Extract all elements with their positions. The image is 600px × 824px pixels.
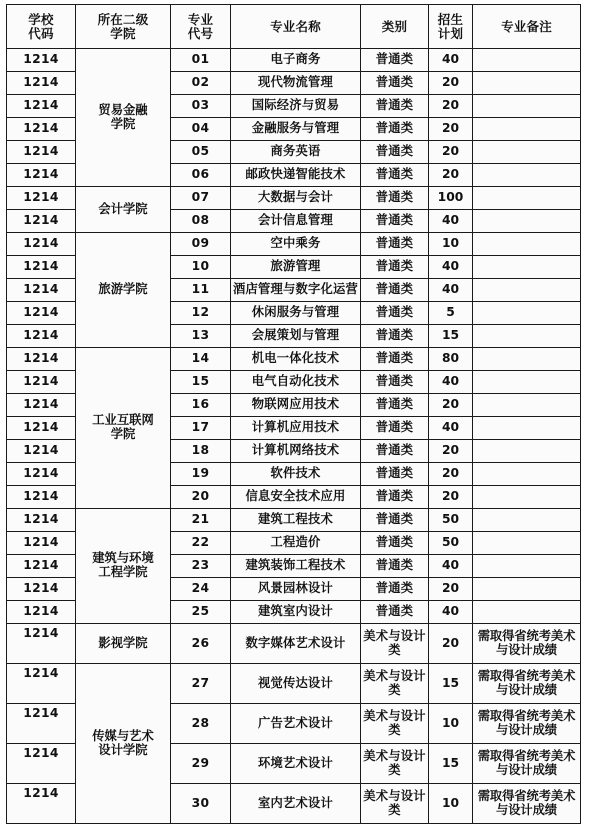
cell-major-name: 视觉传达设计 xyxy=(231,664,361,704)
column-header-college-line2: 学院 xyxy=(110,25,136,41)
table-row xyxy=(7,509,581,532)
column-header-plan xyxy=(429,5,473,49)
cell-college-line1: 会计学院 xyxy=(98,201,148,216)
cell-plan: 40 xyxy=(429,601,473,624)
cell-remark xyxy=(473,532,581,555)
cell-plan: 15 xyxy=(429,744,473,784)
table-row xyxy=(7,664,581,704)
cell-remark xyxy=(473,744,581,784)
cell-major-code: 28 xyxy=(171,704,231,744)
column-header-remark-line1: 专业备注 xyxy=(501,18,552,34)
cell-school-code: 1214 xyxy=(7,141,76,164)
cell-plan: 10 xyxy=(429,233,473,256)
cell-plan: 40 xyxy=(429,256,473,279)
cell-school-code: 1214 xyxy=(7,417,76,440)
cell-school-code: 1214 xyxy=(7,509,76,532)
cell-school-code: 1214 xyxy=(7,256,76,279)
column-header-remark xyxy=(473,5,581,49)
cell-major-name: 建筑装饰工程技术 xyxy=(231,555,361,578)
cell-major-code: 16 xyxy=(171,394,231,417)
cell-remark-line1: 需取得省统考美术 xyxy=(477,628,576,643)
cell-remark xyxy=(473,486,581,509)
cell-major-name: 室内艺术设计 xyxy=(231,784,361,824)
table-body xyxy=(7,49,581,824)
column-header-major-name xyxy=(231,5,361,49)
cell-college-line2: 学院 xyxy=(110,116,136,131)
cell-major-name: 数字媒体艺术设计 xyxy=(231,624,361,664)
cell-remark xyxy=(473,371,581,394)
cell-plan: 40 xyxy=(429,555,473,578)
cell-school-code: 1214 xyxy=(7,233,76,256)
cell-major-name: 商务英语 xyxy=(231,141,361,164)
column-header-major-name-line1: 专业名称 xyxy=(270,18,321,34)
cell-remark xyxy=(473,118,581,141)
cell-major-name: 金融服务与管理 xyxy=(231,118,361,141)
cell-major-code: 21 xyxy=(171,509,231,532)
cell-remark xyxy=(473,279,581,302)
cell-school-code: 1214 xyxy=(7,210,76,233)
cell-school-code: 1214 xyxy=(7,371,76,394)
column-header-plan-line1: 招生 xyxy=(437,11,464,27)
cell-college-line1: 影视学院 xyxy=(98,635,148,650)
column-header-category xyxy=(361,5,429,49)
cell-remark-line2: 与设计成绩 xyxy=(496,802,557,817)
cell-major-name: 风景园林设计 xyxy=(231,578,361,601)
cell-major-code: 05 xyxy=(171,141,231,164)
table-row xyxy=(7,187,581,210)
cell-remark xyxy=(473,394,581,417)
cell-school-code: 1214 xyxy=(7,394,76,417)
cell-remark xyxy=(473,49,581,72)
cell-major-name: 现代物流管理 xyxy=(231,72,361,95)
cell-school-code: 1214 xyxy=(7,72,76,95)
cell-category: 美术与设计类 xyxy=(361,744,429,784)
table-row xyxy=(7,624,581,664)
column-header-school-code xyxy=(7,5,76,49)
cell-college-line1: 工业互联网 xyxy=(92,413,154,428)
cell-school-code: 1214 xyxy=(7,704,76,744)
cell-major-name: 邮政快递智能技术 xyxy=(231,164,361,187)
cell-college xyxy=(76,187,171,233)
cell-plan: 40 xyxy=(429,210,473,233)
table-row xyxy=(7,233,581,256)
column-header-college xyxy=(76,5,171,49)
cell-remark xyxy=(473,440,581,463)
cell-remark xyxy=(473,601,581,624)
cell-major-name: 国际经济与贸易 xyxy=(231,95,361,118)
cell-college-line1: 建筑与环境 xyxy=(92,551,154,566)
cell-major-name: 会展策划与管理 xyxy=(231,325,361,348)
cell-school-code: 1214 xyxy=(7,578,76,601)
cell-plan: 20 xyxy=(429,95,473,118)
cell-college xyxy=(76,49,171,187)
cell-school-code: 1214 xyxy=(7,624,76,664)
cell-major-code: 01 xyxy=(171,49,231,72)
column-header-plan-line2: 计划 xyxy=(437,25,464,41)
cell-category: 美术与设计类 xyxy=(361,784,429,824)
cell-college-line2: 学院 xyxy=(110,427,136,441)
cell-remark-line2: 与设计成绩 xyxy=(496,682,557,697)
cell-major-name: 工程造价 xyxy=(231,532,361,555)
cell-category: 美术与设计类 xyxy=(361,664,429,704)
cell-plan: 40 xyxy=(429,49,473,72)
cell-college-line1: 旅游学院 xyxy=(98,282,148,297)
cell-major-code: 29 xyxy=(171,744,231,784)
cell-plan: 20 xyxy=(429,72,473,95)
cell-school-code: 1214 xyxy=(7,187,76,210)
cell-major-name: 环境艺术设计 xyxy=(231,744,361,784)
cell-major-name: 电气自动化技术 xyxy=(231,371,361,394)
cell-plan: 20 xyxy=(429,486,473,509)
cell-plan: 50 xyxy=(429,509,473,532)
cell-remark xyxy=(473,302,581,325)
cell-school-code: 1214 xyxy=(7,555,76,578)
cell-college xyxy=(76,233,171,348)
cell-major-code: 02 xyxy=(171,72,231,95)
cell-remark xyxy=(473,256,581,279)
cell-major-name: 信息安全技术应用 xyxy=(231,486,361,509)
cell-major-code: 15 xyxy=(171,371,231,394)
cell-category: 美术与设计类 xyxy=(361,704,429,744)
cell-major-name: 酒店管理与数字化运营 xyxy=(231,279,361,302)
cell-category: 普通类 xyxy=(361,371,429,394)
cell-plan: 20 xyxy=(429,164,473,187)
cell-major-name: 会计信息管理 xyxy=(231,210,361,233)
cell-remark xyxy=(473,463,581,486)
cell-plan: 20 xyxy=(429,624,473,664)
cell-major-code: 30 xyxy=(171,784,231,824)
cell-school-code: 1214 xyxy=(7,486,76,509)
cell-category: 普通类 xyxy=(361,394,429,417)
cell-remark xyxy=(473,72,581,95)
cell-category: 普通类 xyxy=(361,463,429,486)
cell-major-code: 06 xyxy=(171,164,231,187)
cell-major-name: 建筑室内设计 xyxy=(231,601,361,624)
cell-major-name: 机电一体化技术 xyxy=(231,348,361,371)
cell-category: 普通类 xyxy=(361,417,429,440)
cell-plan: 20 xyxy=(429,463,473,486)
table-row xyxy=(7,49,581,72)
cell-school-code: 1214 xyxy=(7,463,76,486)
cell-plan: 20 xyxy=(429,118,473,141)
cell-school-code: 1214 xyxy=(7,348,76,371)
cell-major-code: 04 xyxy=(171,118,231,141)
cell-remark xyxy=(473,210,581,233)
cell-school-code: 1214 xyxy=(7,302,76,325)
cell-major-code: 12 xyxy=(171,302,231,325)
cell-category: 普通类 xyxy=(361,256,429,279)
cell-remark xyxy=(473,348,581,371)
cell-school-code: 1214 xyxy=(7,49,76,72)
table-header xyxy=(7,5,581,49)
cell-major-name: 休闲服务与管理 xyxy=(231,302,361,325)
cell-school-code: 1214 xyxy=(7,601,76,624)
cell-remark xyxy=(473,187,581,210)
cell-plan: 40 xyxy=(429,417,473,440)
cell-school-code: 1214 xyxy=(7,532,76,555)
cell-major-name: 计算机应用技术 xyxy=(231,417,361,440)
enrollment-plan-table xyxy=(6,4,581,824)
cell-category: 普通类 xyxy=(361,164,429,187)
column-header-category-line1: 类别 xyxy=(381,18,408,34)
cell-remark xyxy=(473,141,581,164)
cell-school-code: 1214 xyxy=(7,95,76,118)
cell-college xyxy=(76,624,171,664)
cell-category: 普通类 xyxy=(361,578,429,601)
cell-school-code: 1214 xyxy=(7,164,76,187)
column-header-college-line1: 所在二级 xyxy=(97,11,149,27)
cell-college-line2: 工程学院 xyxy=(98,565,148,579)
cell-category: 普通类 xyxy=(361,601,429,624)
cell-category: 普通类 xyxy=(361,440,429,463)
cell-category: 美术与设计类 xyxy=(361,624,429,664)
cell-category: 普通类 xyxy=(361,210,429,233)
cell-major-code: 22 xyxy=(171,532,231,555)
cell-category: 普通类 xyxy=(361,141,429,164)
cell-remark xyxy=(473,555,581,578)
cell-remark xyxy=(473,164,581,187)
cell-category: 普通类 xyxy=(361,95,429,118)
cell-college xyxy=(76,664,171,824)
cell-major-name: 空中乘务 xyxy=(231,233,361,256)
cell-plan: 15 xyxy=(429,325,473,348)
cell-category: 普通类 xyxy=(361,302,429,325)
cell-remark xyxy=(473,325,581,348)
cell-major-code: 24 xyxy=(171,578,231,601)
cell-remark xyxy=(473,233,581,256)
cell-school-code: 1214 xyxy=(7,325,76,348)
cell-college xyxy=(76,509,171,624)
cell-plan: 20 xyxy=(429,440,473,463)
cell-major-code: 07 xyxy=(171,187,231,210)
cell-category: 普通类 xyxy=(361,233,429,256)
cell-school-code: 1214 xyxy=(7,118,76,141)
cell-major-code: 20 xyxy=(171,486,231,509)
cell-school-code: 1214 xyxy=(7,664,76,704)
cell-school-code: 1214 xyxy=(7,784,76,824)
cell-plan: 40 xyxy=(429,279,473,302)
column-header-school-code-line2: 代码 xyxy=(28,25,54,41)
cell-major-name: 物联网应用技术 xyxy=(231,394,361,417)
cell-major-code: 23 xyxy=(171,555,231,578)
cell-major-name: 电子商务 xyxy=(231,49,361,72)
cell-major-code: 26 xyxy=(171,624,231,664)
cell-major-code: 09 xyxy=(171,233,231,256)
cell-plan: 15 xyxy=(429,664,473,704)
cell-remark xyxy=(473,95,581,118)
column-header-school-code-line1: 学校 xyxy=(28,11,54,27)
cell-college-line2: 设计学院 xyxy=(98,742,148,757)
cell-plan: 40 xyxy=(429,371,473,394)
cell-major-name: 计算机网络技术 xyxy=(231,440,361,463)
cell-remark-line1: 需取得省统考美术 xyxy=(477,788,576,803)
cell-major-name: 大数据与会计 xyxy=(231,187,361,210)
column-header-major-code-line1: 专业 xyxy=(187,11,214,27)
cell-plan: 80 xyxy=(429,348,473,371)
cell-plan: 100 xyxy=(429,187,473,210)
cell-major-code: 17 xyxy=(171,417,231,440)
cell-category: 普通类 xyxy=(361,555,429,578)
cell-remark-line2: 与设计成绩 xyxy=(496,722,557,737)
cell-major-code: 11 xyxy=(171,279,231,302)
cell-major-name: 软件技术 xyxy=(231,463,361,486)
cell-category: 普通类 xyxy=(361,532,429,555)
cell-remark xyxy=(473,509,581,532)
cell-category: 普通类 xyxy=(361,187,429,210)
cell-category: 普通类 xyxy=(361,118,429,141)
cell-major-name: 旅游管理 xyxy=(231,256,361,279)
cell-school-code: 1214 xyxy=(7,744,76,784)
cell-remark-line1: 需取得省统考美术 xyxy=(477,748,576,763)
enrollment-plan-table-container xyxy=(6,4,580,824)
cell-category: 普通类 xyxy=(361,509,429,532)
cell-plan: 50 xyxy=(429,532,473,555)
cell-school-code: 1214 xyxy=(7,440,76,463)
cell-category: 普通类 xyxy=(361,486,429,509)
cell-major-name: 建筑工程技术 xyxy=(231,509,361,532)
cell-remark xyxy=(473,664,581,704)
cell-category: 普通类 xyxy=(361,49,429,72)
table-header-row xyxy=(7,5,581,49)
cell-college-line1: 传媒与艺术 xyxy=(92,728,154,743)
cell-category: 普通类 xyxy=(361,72,429,95)
cell-remark xyxy=(473,784,581,824)
cell-remark xyxy=(473,624,581,664)
cell-college-line1: 贸易金融 xyxy=(98,102,148,117)
cell-major-code: 10 xyxy=(171,256,231,279)
cell-category: 普通类 xyxy=(361,279,429,302)
cell-plan: 20 xyxy=(429,394,473,417)
cell-plan: 10 xyxy=(429,704,473,744)
cell-school-code: 1214 xyxy=(7,279,76,302)
cell-major-code: 13 xyxy=(171,325,231,348)
cell-category: 普通类 xyxy=(361,348,429,371)
cell-plan: 5 xyxy=(429,302,473,325)
column-header-major-code-line2: 代号 xyxy=(187,25,214,41)
cell-plan: 10 xyxy=(429,784,473,824)
cell-major-code: 18 xyxy=(171,440,231,463)
table-row xyxy=(7,348,581,371)
cell-remark-line1: 需取得省统考美术 xyxy=(477,668,576,683)
cell-remark-line1: 需取得省统考美术 xyxy=(477,708,576,723)
cell-major-code: 27 xyxy=(171,664,231,704)
cell-remark-line2: 与设计成绩 xyxy=(496,642,557,657)
cell-remark xyxy=(473,704,581,744)
cell-plan: 20 xyxy=(429,141,473,164)
cell-major-code: 14 xyxy=(171,348,231,371)
cell-major-code: 03 xyxy=(171,95,231,118)
cell-remark-line2: 与设计成绩 xyxy=(496,762,557,777)
column-header-major-code xyxy=(171,5,231,49)
cell-major-code: 08 xyxy=(171,210,231,233)
cell-major-code: 25 xyxy=(171,601,231,624)
cell-college xyxy=(76,348,171,509)
cell-major-code: 19 xyxy=(171,463,231,486)
cell-category: 普通类 xyxy=(361,325,429,348)
cell-major-name: 广告艺术设计 xyxy=(231,704,361,744)
cell-remark xyxy=(473,578,581,601)
cell-plan: 20 xyxy=(429,578,473,601)
cell-remark xyxy=(473,417,581,440)
